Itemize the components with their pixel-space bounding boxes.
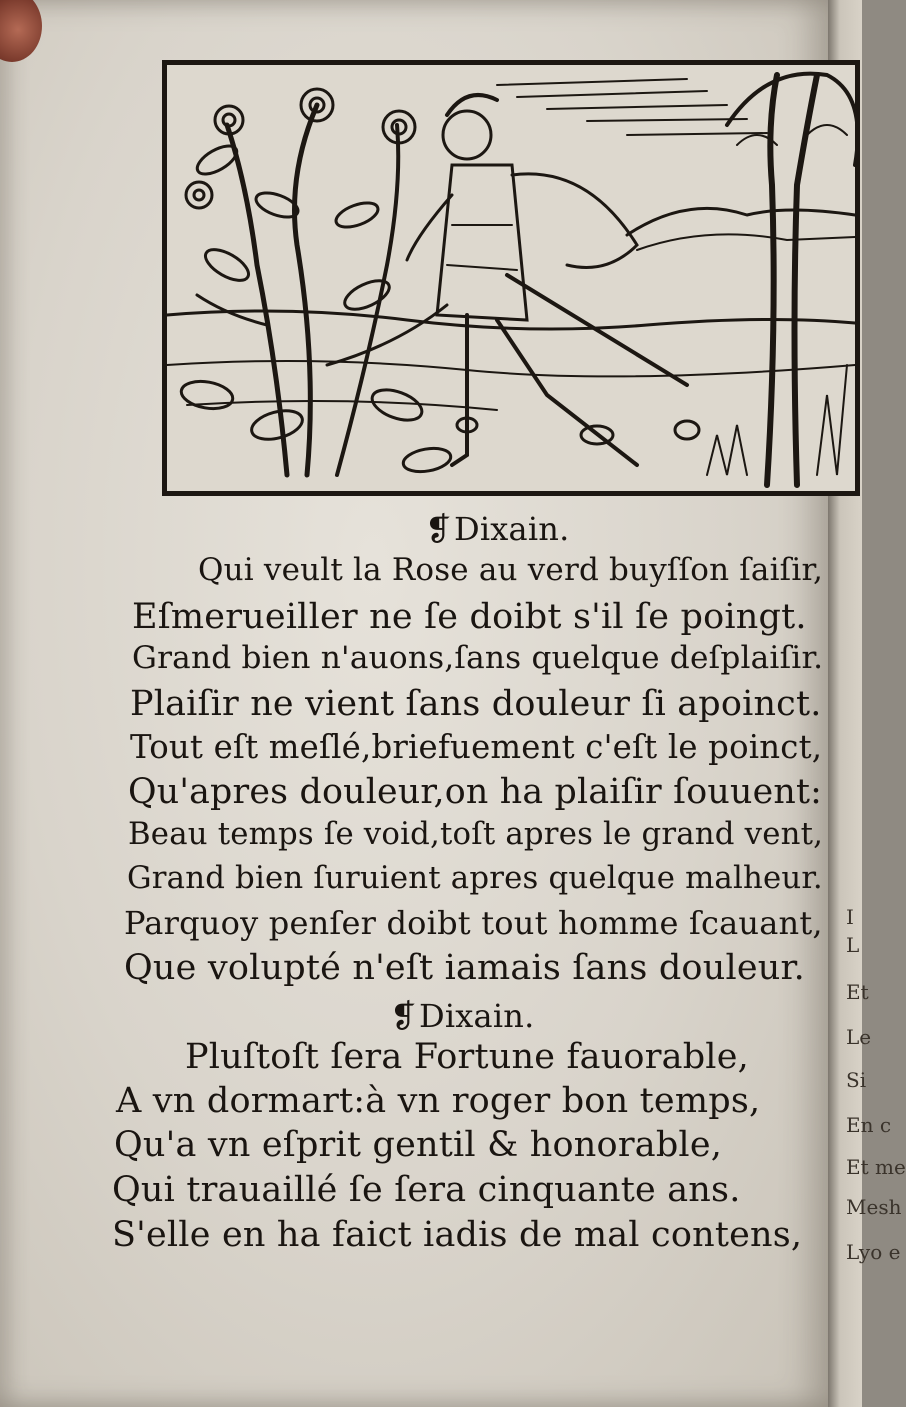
edge-text: L [846,933,860,957]
edge-text: I [846,905,854,929]
edge-text: Lyo e [846,1240,901,1264]
poem1-heading-text: Dixain. [454,510,570,548]
poem1-line-10: Que volupté n'eſt iamais ſans douleur. [124,948,805,988]
poem2-line-3: Qu'a vn eſprit gentil & honorable, [114,1125,723,1165]
edge-text: Et [846,980,869,1004]
poem1-line-6: Qu'apres douleur,on ha plaiſir ſouuent: [128,772,823,812]
poem2-heading-text: Dixain. [419,997,535,1035]
poem1-line-7: Beau temps ſe void,toſt apres le grand vent, [128,816,824,852]
poem1-line-3: Grand bien n'auons,ſans quelque deſplaiſir. [132,640,824,676]
pilcrow-icon: ❡ [390,997,418,1035]
poem2-line-2: A vn dormart:à vn roger bon temps, [116,1081,761,1121]
poem2-line-1: Pluſtoſt ſera Fortune fauorable, [185,1037,749,1077]
poem2-line-5: S'elle en ha faict iadis de mal contens, [112,1215,803,1255]
edge-text: Le [846,1025,872,1049]
poem2-heading [390,997,534,1035]
poem1-line-4: Plaiſir ne vient ſans douleur ſi apoinct. [130,684,822,724]
woodcut-drawing [167,65,855,491]
edge-text: En c [846,1113,892,1137]
woodcut-illustration [162,60,860,496]
poem1-line-5: Tout eſt meſlé,briefuement c'eſt le poinct, [130,728,823,766]
thumb [0,0,42,62]
edge-text: Si [846,1068,867,1092]
poem1-line-9: Parquoy penſer doibt tout homme ſcauant, [124,904,823,942]
poem1-line-1: Qui veult la Rose au verd buyſſon ſaiſir, [198,552,824,588]
edge-text: Et me [846,1155,906,1179]
poem1-heading [425,510,569,548]
poem1-line-2: Eſmerueiller ne ſe doibt s'il ſe poingt. [132,597,807,637]
edge-text: Mesh [846,1195,902,1219]
poem1-line-8: Grand bien ſuruient apres quelque malheur. [127,860,823,896]
poem2-line-4: Qui trauaillé ſe ſera cinquante ans. [112,1170,741,1210]
pilcrow-icon: ❡ [425,510,453,548]
